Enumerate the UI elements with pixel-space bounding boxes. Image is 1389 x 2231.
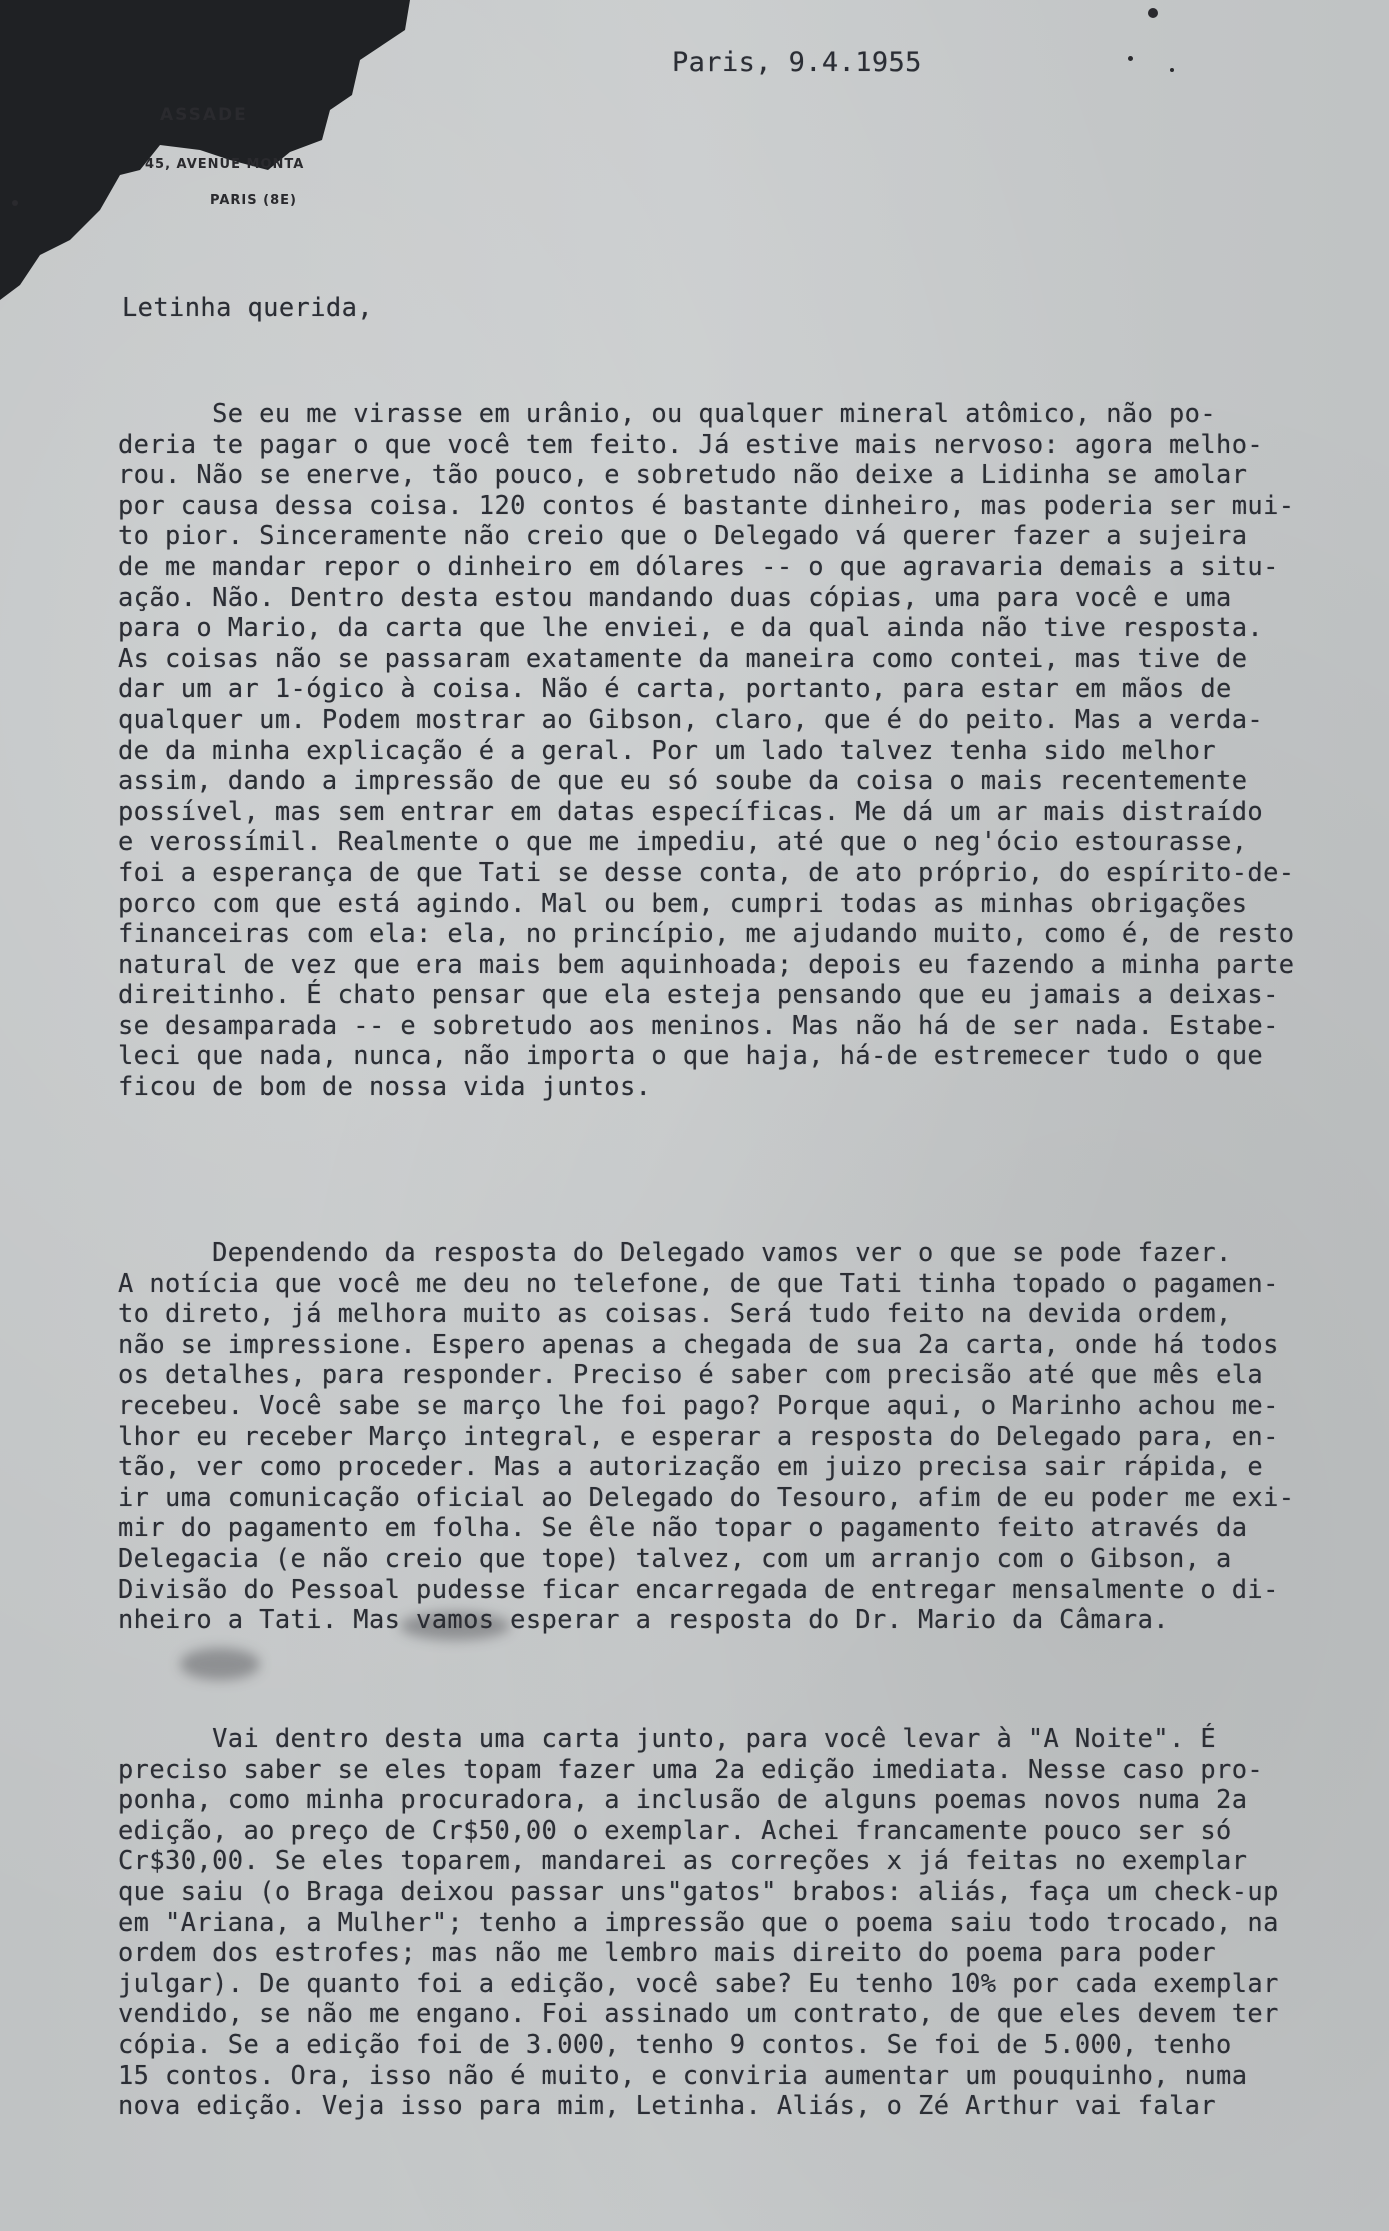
text-line: para o Mario, da carta que lhe enviei, e da qual ainda não tive resposta. (118, 612, 1264, 643)
letter-date: Paris, 9.4.1955 (672, 47, 922, 78)
text-line: rou. Não se enerve, tão pouco, e sobretudo não deixe a Lidinha se amolar (118, 459, 1248, 490)
text-line: ação. Não. Dentro desta estou mandando duas cópias, uma para você e uma (118, 581, 1232, 612)
paragraph-1 (118, 398, 1294, 1102)
text-line: deria te pagar o que você tem feito. Já estive mais nervoso: agora melho- (118, 428, 1264, 459)
text-line: As coisas não se passaram exatamente da maneira como contei, mas tive de (118, 642, 1248, 673)
text-line: ordem dos estrofes; mas não me lembro mais direito do poema para poder (118, 1937, 1217, 1968)
paragraph-3 (118, 1723, 1279, 2121)
letterhead-title: ASSADE (160, 105, 248, 125)
text-line: não se impressione. Espero apenas a chegada de sua 2a carta, onde há todos (118, 1328, 1279, 1359)
letterhead-city: PARIS (8E) (210, 193, 297, 208)
letterhead-address: 45, AVENUE MONTA (145, 157, 305, 172)
text-line: em "Ariana, a Mulher"; tenho a impressão que o poema saiu todo trocado, na (118, 1906, 1279, 1937)
text-line: assim, dando a impressão de que eu só soube da coisa o mais recentemente (118, 765, 1248, 796)
text-line: ficou de bom de nossa vida juntos. (118, 1071, 652, 1102)
text-line: porco com que está agindo. Mal ou bem, cumpri todas as minhas obrigações (118, 887, 1248, 918)
ink-smudge (400, 1612, 510, 1640)
torn-corner (0, 0, 420, 300)
ink-speck (12, 200, 18, 206)
text-line: to pior. Sinceramente não creio que o Delegado vá querer fazer a sujeira (118, 520, 1248, 551)
text-line: Vai dentro desta uma carta junto, para você levar à "A Noite". É (118, 1723, 1217, 1753)
text-line: possível, mas sem entrar em datas específicas. Me dá um ar mais distraído (118, 795, 1264, 826)
salutation: Letinha querida, (122, 292, 373, 322)
text-line: ir uma comunicação oficial ao Delegado do Tesouro, afim de eu poder me exi- (118, 1481, 1295, 1512)
text-line: A notícia que você me deu no telefone, de que Tati tinha topado o pagamen- (118, 1267, 1279, 1298)
text-line: se desamparada -- e sobretudo aos meninos. Mas não há de ser nada. Estabe- (118, 1009, 1279, 1040)
text-line: Divisão do Pessoal pudesse ficar encarregada de entregar mensalmente o di- (118, 1573, 1279, 1604)
text-line: cópia. Se a edição foi de 3.000, tenho 9 contos. Se foi de 5.000, tenho (118, 2028, 1232, 2059)
paragraph-2 (118, 1237, 1294, 1635)
text-line: vendido, se não me engano. Foi assinado um contrato, de que eles devem ter (118, 1998, 1279, 2029)
text-line: Cr$30,00. Se eles toparem, mandarei as correções x já feitas no exemplar (118, 1845, 1248, 1876)
text-line: e verossímil. Realmente o que me impediu, até que o neg'ócio estourasse, (118, 826, 1248, 857)
text-line: recebeu. Você sabe se março lhe foi pago? Porque aqui, o Marinho achou me- (118, 1389, 1279, 1420)
text-line: direitinho. É chato pensar que ela esteja pensando que eu jamais a deixas- (118, 979, 1279, 1010)
text-line: ponha, como minha procuradora, a inclusão de alguns poemas novos numa 2a (118, 1784, 1248, 1815)
text-line: mir do pagamento em folha. Se êle não topar o pagamento feito através da (118, 1512, 1248, 1543)
text-line: leci que nada, nunca, não importa o que haja, há-de estremecer tudo o que (118, 1040, 1264, 1071)
text-line: julgar). De quanto foi a edição, você sabe? Eu tenho 10% por cada exemplar (118, 1967, 1279, 1998)
text-line: nheiro a Tati. Mas vamos esperar a resposta do Dr. Mario da Câmara. (118, 1604, 1169, 1635)
text-line: de me mandar repor o dinheiro em dólares -- o que agravaria demais a situ- (118, 550, 1279, 581)
text-line: 15 contos. Ora, isso não é muito, e conviria aumentar um pouquinho, numa (118, 2059, 1248, 2090)
text-line: de da minha explicação é a geral. Por um lado talvez tenha sido melhor (118, 734, 1217, 765)
text-line: nova edição. Veja isso para mim, Letinha. Aliás, o Zé Arthur vai falar (118, 2090, 1217, 2121)
text-line: dar um ar 1-ógico à coisa. Não é carta, portanto, para estar em mãos de (118, 673, 1232, 704)
text-line: Se eu me virasse em urânio, ou qualquer mineral atômico, não po- (118, 398, 1217, 428)
ink-speck (1170, 68, 1174, 72)
ink-smudge (180, 1648, 260, 1680)
text-line: preciso saber se eles topam fazer uma 2a edição imediata. Nesse caso pro- (118, 1753, 1264, 1784)
text-line: qualquer um. Podem mostrar ao Gibson, claro, que é do peito. Mas a verda- (118, 703, 1264, 734)
ink-speck (1148, 8, 1158, 18)
text-line: edição, ao preço de Cr$50,00 o exemplar. Achei francamente pouco ser só (118, 1814, 1232, 1845)
text-line: tão, ver como proceder. Mas a autorização em juizo precisa sair rápida, e (118, 1451, 1264, 1482)
text-line: foi a esperança de que Tati se desse conta, de ato próprio, do espírito-de- (118, 856, 1295, 887)
text-line: por causa dessa coisa. 120 contos é bastante dinheiro, mas poderia ser mui- (118, 489, 1295, 520)
text-line: to direto, já melhora muito as coisas. Será tudo feito na devida ordem, (118, 1298, 1232, 1329)
text-line: financeiras com ela: ela, no princípio, me ajudando muito, como é, de resto (118, 918, 1295, 949)
text-line: natural de vez que era mais bem aquinhoada; depois eu fazendo a minha parte (118, 948, 1295, 979)
ink-speck (1128, 56, 1133, 61)
text-line: Dependendo da resposta do Delegado vamos ver o que se pode fazer. (118, 1237, 1232, 1267)
text-line: lhor eu receber Março integral, e esperar a resposta do Delegado para, en- (118, 1420, 1279, 1451)
text-line: os detalhes, para responder. Preciso é saber com precisão até que mês ela (118, 1359, 1264, 1390)
text-line: que saiu (o Braga deixou passar uns"gatos" brabos: aliás, faça um check-up (118, 1875, 1279, 1906)
text-line: Delegacia (e não creio que tope) talvez, com um arranjo com o Gibson, a (118, 1542, 1232, 1573)
